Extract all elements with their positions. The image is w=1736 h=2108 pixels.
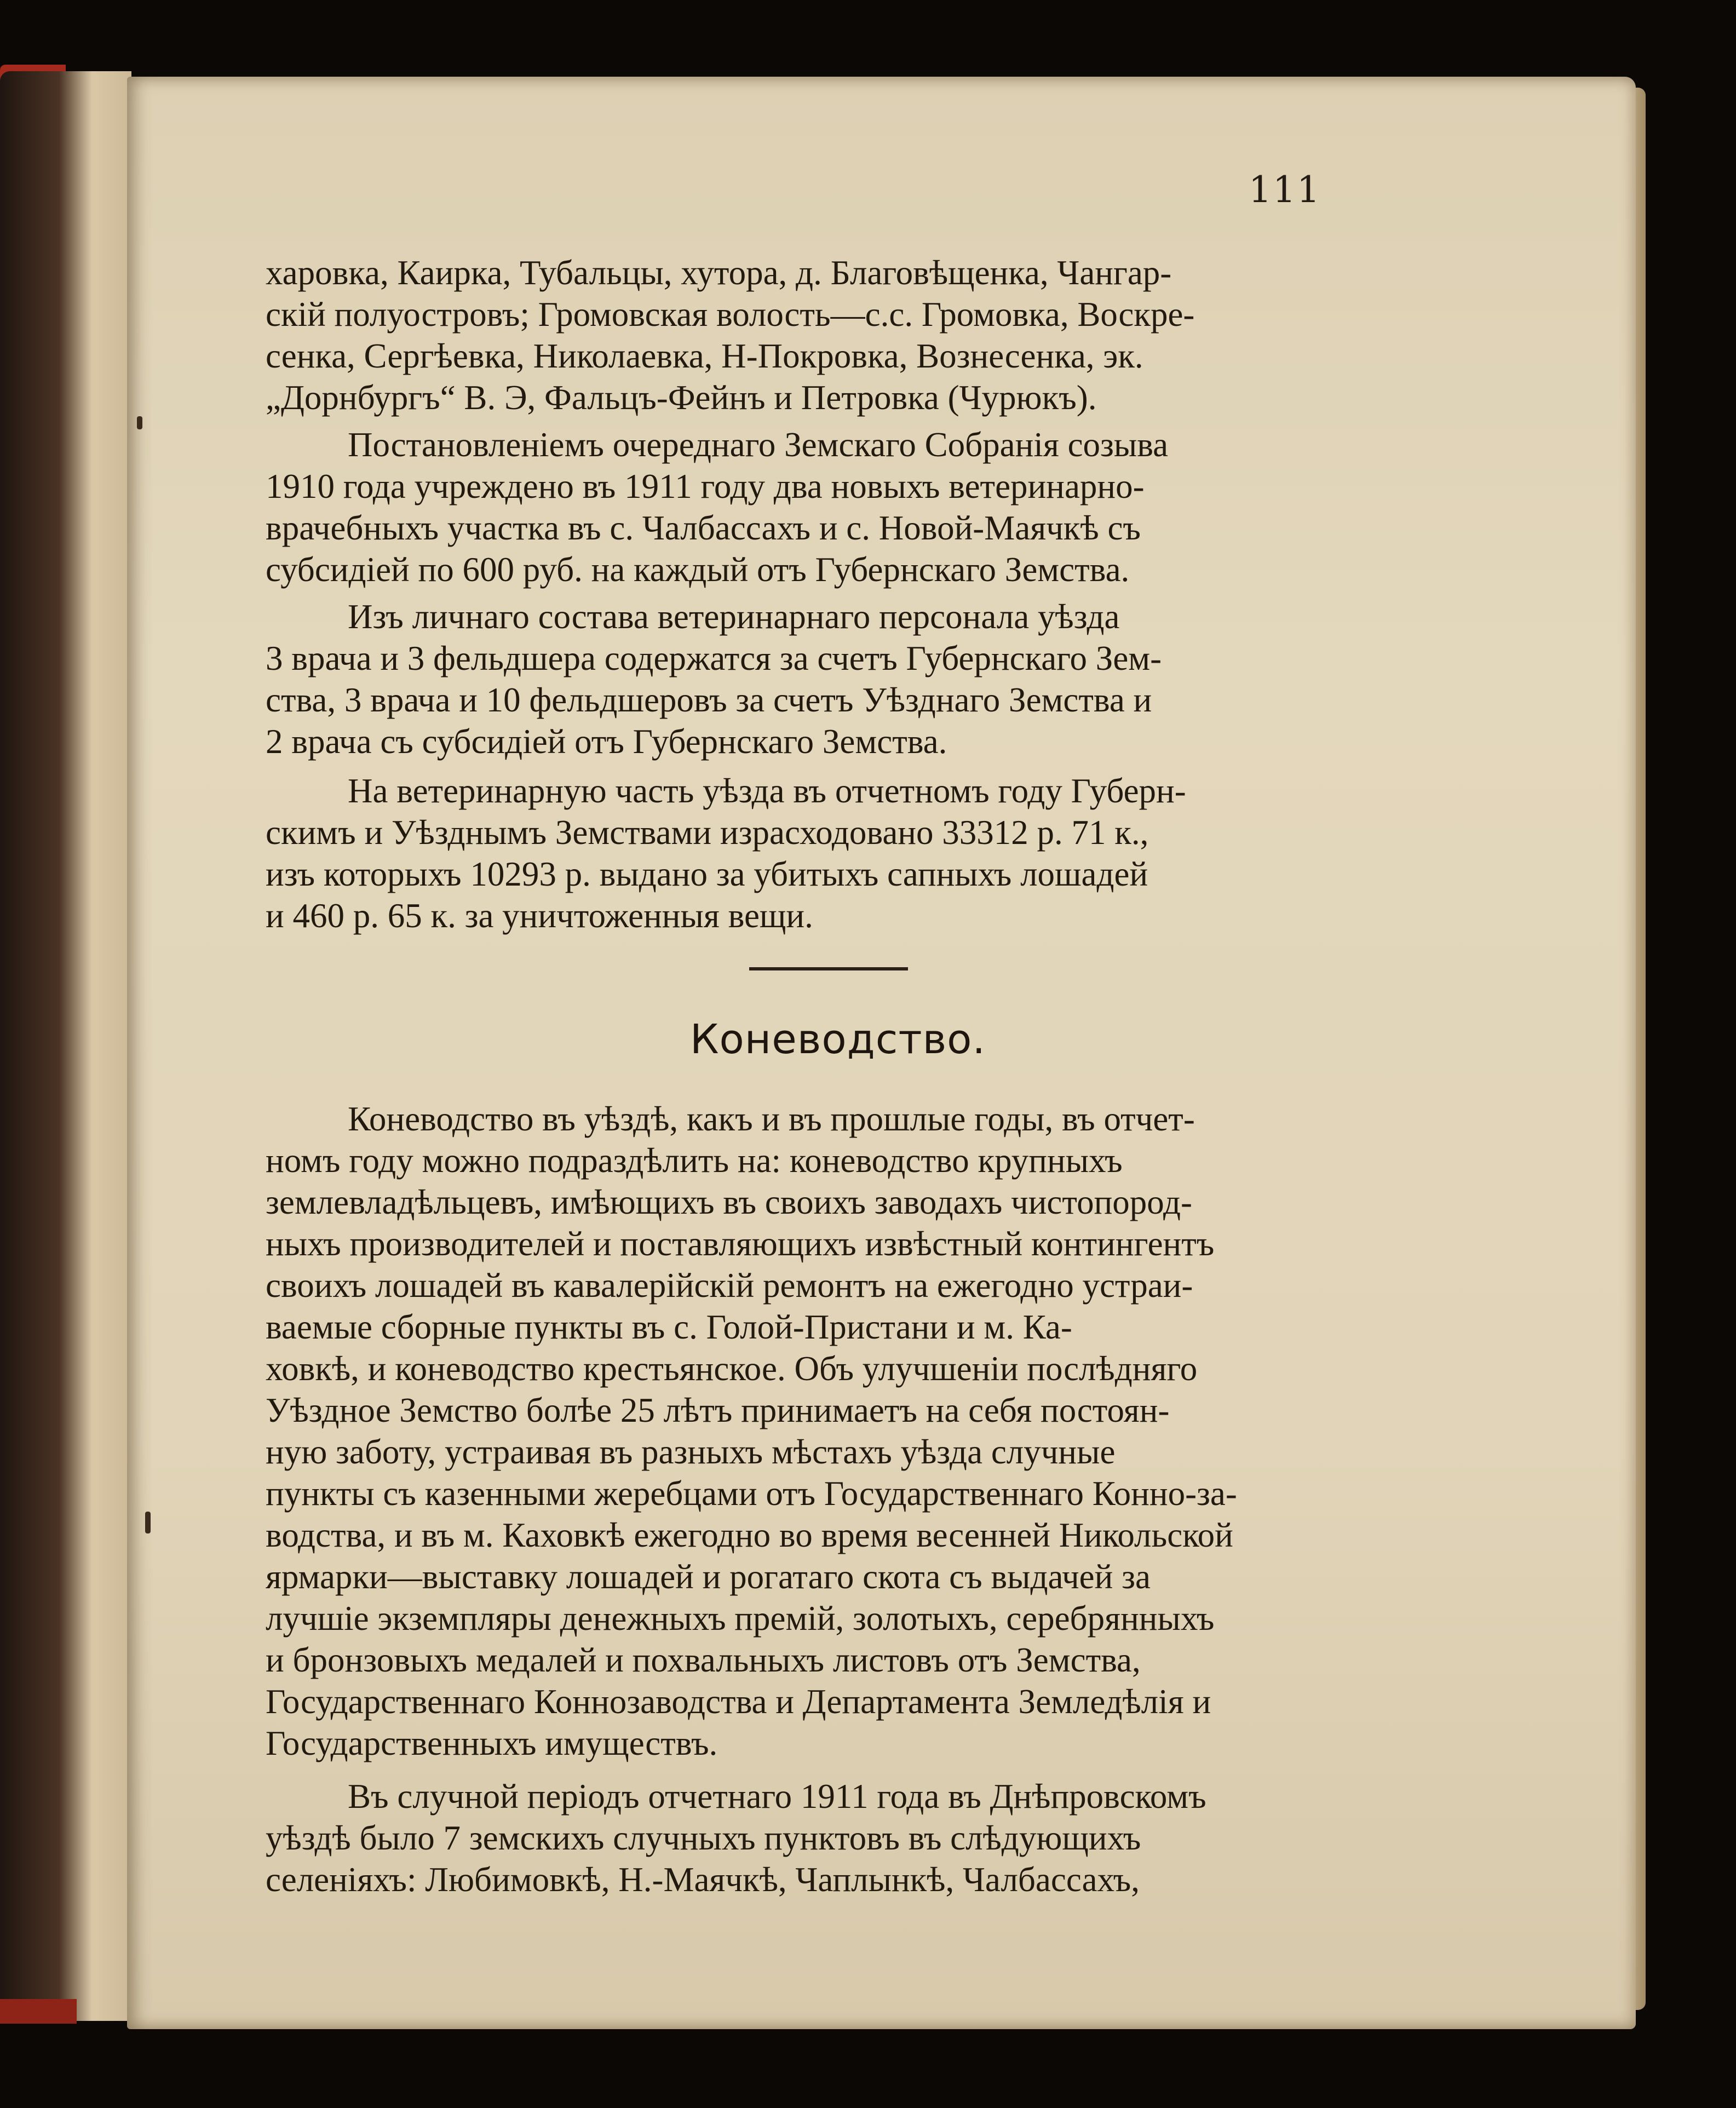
text-line: водства, и въ м. Каховкѣ ежегодно во время весенней Никольской bbox=[266, 1516, 1233, 1554]
text-line: Коневодство въ уѣздѣ, какъ и въ прошлые годы, въ отчет- bbox=[348, 1100, 1195, 1138]
page-speck bbox=[145, 1512, 151, 1533]
text-line: землевладѣльцевъ, имѣющихъ въ своихъ заводахъ чистопород- bbox=[266, 1183, 1193, 1221]
text-line: ства, 3 врача и 10 фельдшеровъ за счетъ Уѣзднаго Земства и bbox=[266, 681, 1152, 719]
text-line: 3 врача и 3 фельдшера содержатся за счетъ Губернскаго Зем- bbox=[266, 639, 1162, 677]
page-number: 111 bbox=[1249, 169, 1321, 211]
text-line: изъ которыхъ 10293 р. выдано за убитыхъ сапныхъ лошадей bbox=[266, 855, 1148, 893]
text-line: селеніяхъ: Любимовкѣ, Н.-Маячкѣ, Чаплынкѣ, Чалбассахъ, bbox=[266, 1860, 1140, 1899]
text-line: врачебныхъ участка въ с. Чалбассахъ и с. Новой-Маячкѣ съ bbox=[266, 509, 1141, 547]
paragraph-1 bbox=[266, 252, 1383, 418]
text-line: 2 врача съ субсидіей отъ Губернскаго Земства. bbox=[266, 722, 947, 761]
text-line: и 460 р. 65 к. за уничтоженныя вещи. bbox=[266, 897, 813, 935]
text-line: скимъ и Уѣзднымъ Земствами израсходовано 33312 р. 71 к., bbox=[266, 813, 1149, 852]
text-line: харовка, Каирка, Тубальцы, хутора, д. Благовѣщенка, Чангар- bbox=[266, 254, 1172, 292]
text-line: субсидіей по 600 руб. на каждый отъ Губернскаго Земства. bbox=[266, 550, 1130, 589]
text-line: Государственнаго Коннозаводства и Департамента Земледѣлія и bbox=[266, 1682, 1211, 1721]
text-line: На ветеринарную часть уѣзда въ отчетномъ году Губерн- bbox=[348, 772, 1186, 810]
paragraph-3 bbox=[266, 596, 1383, 762]
text-line: номъ году можно подраздѣлить на: коневодство крупныхъ bbox=[266, 1141, 1123, 1180]
text-line: уѣздѣ было 7 земскихъ случныхъ пунктовъ въ слѣдующихъ bbox=[266, 1819, 1141, 1857]
text-line: ярмарки—выставку лошадей и рогатаго скота съ выдачей за bbox=[266, 1558, 1151, 1596]
text-line: ховкѣ, и коневодство крестьянское. Объ улучшеніи послѣдняго bbox=[266, 1349, 1198, 1388]
text-line: своихъ лошадей въ кавалерійскій ремонтъ на ежегодно устраи- bbox=[266, 1266, 1193, 1305]
text-line: и бронзовыхъ медалей и похвальныхъ листовъ отъ Земства, bbox=[266, 1641, 1141, 1679]
text-line: сенка, Сергѣевка, Николаевка, Н-Покровка, Вознесенка, эк. bbox=[266, 337, 1143, 375]
text-line: скій полуостровъ; Громовская волость—с.с. Громовка, Воскре- bbox=[266, 295, 1195, 334]
text-line: Уѣздное Земство болѣе 25 лѣтъ принимаетъ на себя постоян- bbox=[266, 1391, 1170, 1429]
text-line: ныхъ производителей и поставляющихъ извѣстный контингентъ bbox=[266, 1225, 1215, 1263]
page-speck bbox=[137, 416, 142, 429]
paragraph-6 bbox=[266, 1776, 1383, 1900]
text-line: ваемые сборные пункты въ с. Голой-Пристани и м. Ка- bbox=[266, 1308, 1072, 1346]
text-line: 1910 года учреждено въ 1911 году два новыхъ ветеринарно- bbox=[266, 467, 1145, 506]
text-line: „Дорнбургъ“ В. Э, Фальцъ-Фейнъ и Петровка (Чурюкъ). bbox=[266, 378, 1097, 417]
book-cover-red-edge-bottom bbox=[0, 1999, 77, 2024]
text-line: Въ случной періодъ отчетнаго 1911 года въ Днѣпровскомъ bbox=[348, 1777, 1206, 1816]
section-divider bbox=[749, 967, 908, 970]
text-line: ную заботу, устраивая въ разныхъ мѣстахъ уѣзда случные bbox=[266, 1433, 1116, 1471]
text-line: пункты съ казенными жеребцами отъ Государственнаго Конно-за- bbox=[266, 1474, 1237, 1513]
text-line: лучшіе экземпляры денежныхъ премій, золотыхъ, серебрянныхъ bbox=[266, 1599, 1215, 1638]
text-line: Изъ личнаго состава ветеринарнаго персонала уѣзда bbox=[348, 598, 1120, 636]
text-line: Государственныхъ имуществъ. bbox=[266, 1724, 718, 1762]
paragraph-2 bbox=[266, 424, 1383, 590]
section-heading: Коневодство. bbox=[690, 1016, 986, 1063]
paragraph-4 bbox=[266, 770, 1383, 937]
paragraph-5 bbox=[266, 1098, 1383, 1764]
text-line: Постановленіемъ очереднаго Земскаго Собранія созыва bbox=[348, 426, 1169, 464]
book-cover-left bbox=[0, 71, 131, 2021]
